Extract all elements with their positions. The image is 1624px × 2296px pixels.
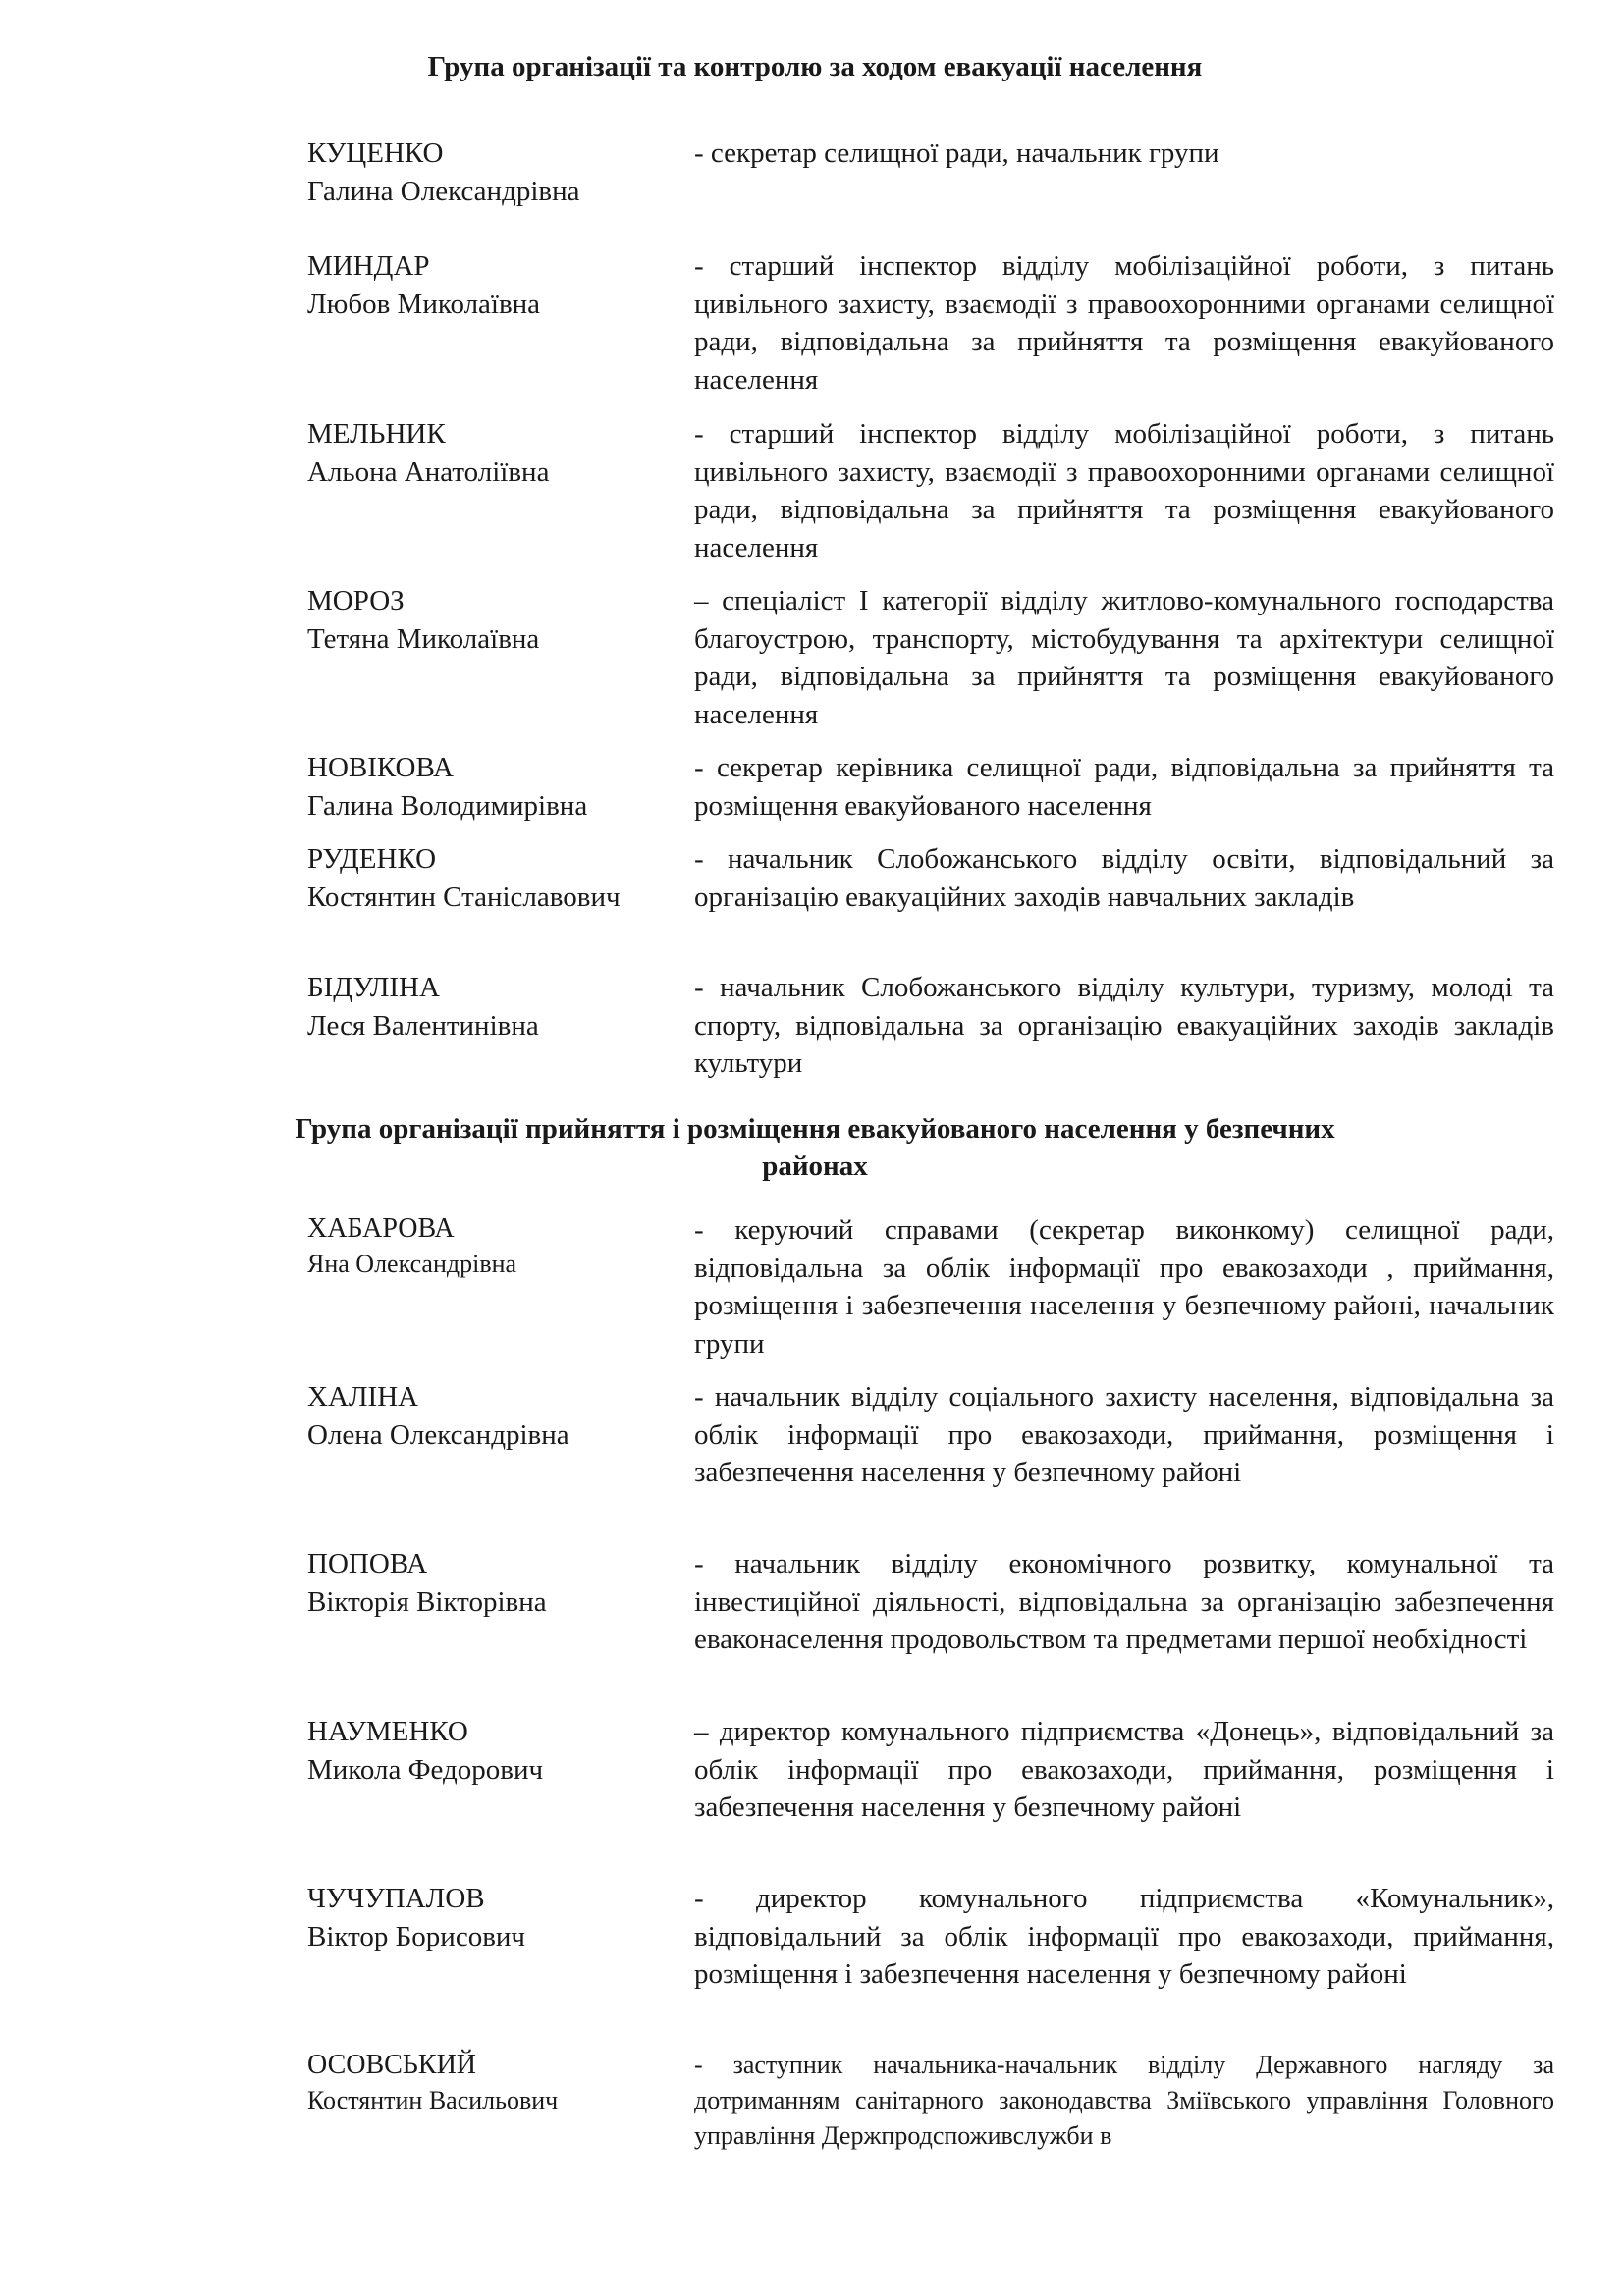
member-name: [307, 1545, 690, 1621]
member-given-name: Леся Валентинівна: [307, 1009, 539, 1041]
member-given-name: Костянтин Васильович: [307, 2086, 559, 2114]
member-given-name: Микола Федорович: [307, 1753, 544, 1786]
member-name: [307, 1211, 690, 1282]
member-surname: ХАЛІНА: [307, 1381, 419, 1413]
member-name: [307, 1880, 690, 1955]
member-role: - старший інспектор відділу мобілізаційної роботи, з питань цивільного захисту, взаємодії з правоохоронними органами селищної ради, відповідальна за прийняття та розміщення евакуйованого населення: [694, 250, 1554, 396]
member-role: - начальник Слобожанського відділу освіти, відповідальний за організацію евакуаційних заходів навчальних закладів: [694, 843, 1554, 913]
member-role: - секретар селищної ради, начальник групи: [694, 137, 1219, 169]
member-role: – спеціаліст І категорії відділу житлово-комунального господарства благоустрою, транспорту, містобудування та архітектури селищної ради, відповідальна за прийняття та розміщення евакуйованого населення: [694, 585, 1554, 730]
member-name: [307, 1378, 690, 1454]
member-surname: ОСОВСЬКИЙ: [307, 2050, 477, 2080]
member-surname: МЕЛЬНИК: [307, 418, 446, 450]
member-role: - керуючий справами (секретар виконкому) селищної ради, відповідальна за облік інформації про евакозаходи , приймання, розміщення і забезпечення населення у безпечному районі, начальник групи: [694, 1214, 1554, 1360]
section-title-evacuee-placement: Група організації прийняття і розміщення евакуйованого населення у безпечних районах: [295, 1113, 1335, 1182]
member-given-name: Галина Олександрівна: [307, 175, 580, 207]
member-given-name: Тетяна Миколаївна: [307, 622, 540, 655]
member-surname: БІДУЛІНА: [307, 972, 440, 1003]
member-given-name: Галина Володимирівна: [307, 789, 588, 822]
member-role: - секретар керівника селищної ради, відповідальна за прийняття та розміщення евакуйованого населення: [694, 752, 1554, 822]
member-surname: ЧУЧУПАЛОВ: [307, 1883, 485, 1914]
member-role: – директор комунального підприємства «Донець», відповідальний за облік інформації про евакозаходи, приймання, розміщення і забезпечення населення у безпечному районі: [694, 1716, 1554, 1823]
member-role: - старший інспектор відділу мобілізаційної роботи, з питань цивільного захисту, взаємодії з правоохоронними органами селищної ради, відповідальна за прийняття та розміщення евакуйованого населення: [694, 418, 1554, 563]
member-role: - заступник начальника-начальник відділу Державного нагляду за дотриманням санітарного законодавства Зміївського управління Головного управління Держпродспоживслужби в: [694, 2051, 1554, 2150]
member-surname: НОВІКОВА: [307, 752, 454, 783]
member-given-name: Яна Олександрівна: [307, 1250, 517, 1278]
member-surname: МОРОЗ: [307, 585, 405, 616]
member-role: - начальник відділу соціального захисту населення, відповідальна за облік інформації про евакозаходи, приймання, розміщення і забезпечення населення у безпечному районі: [694, 1381, 1554, 1488]
member-name: [307, 415, 690, 491]
member-name: [307, 1713, 690, 1789]
member-name: [307, 247, 690, 323]
member-role: - начальник відділу економічного розвитку, комунальної та інвестиційної діяльності, відповідальна за організацію забезпечення еваконаселення продовольством та предметами першої необхідності: [694, 1548, 1554, 1655]
member-name: [307, 582, 690, 658]
member-role: - директор комунального підприємства «Комунальник», відповідальний за облік інформації про евакозаходи, приймання, розміщення і забезпечення населення у безпечному районі: [694, 1883, 1554, 1990]
member-name: [307, 134, 690, 210]
member-name: [307, 840, 690, 916]
member-given-name: Вікторія Вікторівна: [307, 1585, 547, 1618]
member-given-name: Альона Анатоліївна: [307, 455, 550, 488]
member-name: [307, 969, 690, 1044]
member-given-name: Костянтин Станіславович: [307, 881, 621, 913]
section-title-evacuation-control: Група організації та контролю за ходом евакуації населення: [427, 51, 1203, 82]
member-name: [307, 749, 690, 825]
member-surname: МИНДАР: [307, 250, 430, 282]
member-surname: РУДЕНКО: [307, 843, 437, 875]
member-given-name: Віктор Борисович: [307, 1920, 525, 1952]
member-surname: ПОПОВА: [307, 1548, 428, 1579]
member-name: [307, 2048, 690, 2118]
member-surname: НАУМЕНКО: [307, 1716, 468, 1747]
member-role: - начальник Слобожанського відділу культури, туризму, молоді та спорту, відповідальна за організацію евакуаційних заходів закладів культури: [694, 972, 1554, 1079]
member-given-name: Олена Олександрівна: [307, 1418, 569, 1451]
member-given-name: Любов Миколаївна: [307, 288, 541, 320]
member-surname: ХАБАРОВА: [307, 1213, 455, 1244]
member-surname: КУЦЕНКО: [307, 137, 444, 169]
